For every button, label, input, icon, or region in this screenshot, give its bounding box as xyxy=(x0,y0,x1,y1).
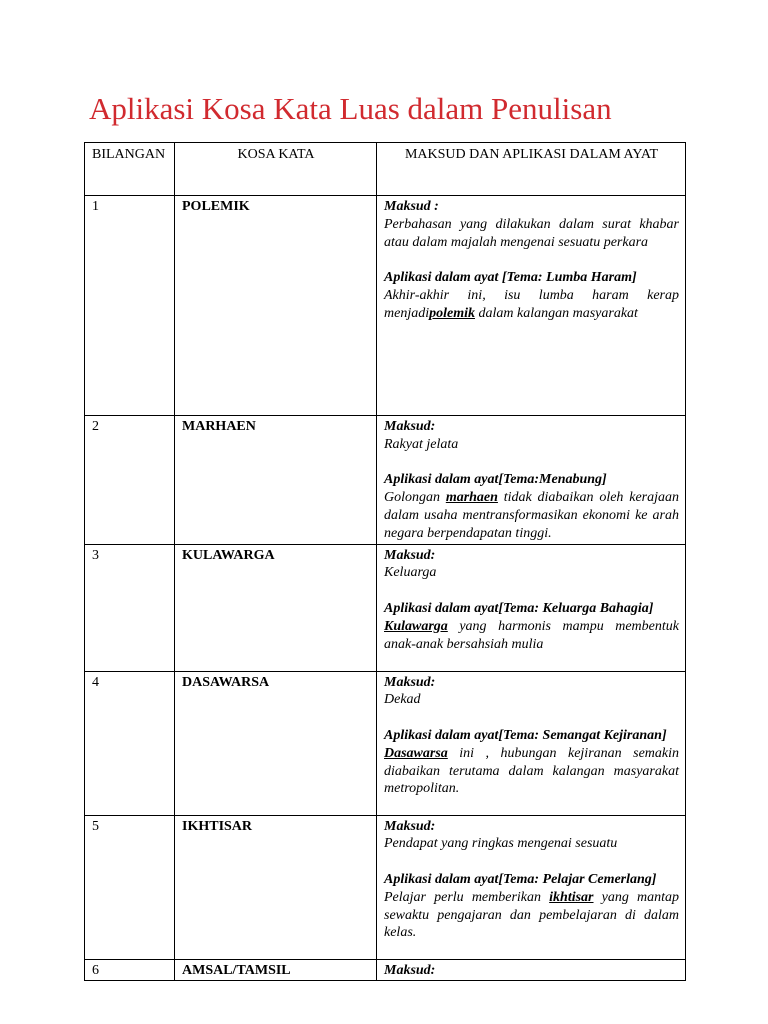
ayat-before: Akhir-akhir ini, isu lumba haram kerap menjadi xyxy=(384,287,679,321)
maksud-text: Keluarga xyxy=(384,565,437,581)
ayat-keyword: Kulawarga xyxy=(384,618,448,634)
row-meaning-cell xyxy=(377,196,686,416)
aplikasi-label: Aplikasi dalam ayat[Tema: Pelajar Cemerlang] xyxy=(384,871,657,887)
row-meaning-cell xyxy=(377,544,686,671)
row-word: KULAWARGA xyxy=(175,544,377,671)
ayat-sentence xyxy=(384,745,679,798)
ayat-sentence xyxy=(384,489,679,542)
ayat-after: yang mantap sewaktu pengajaran dan pembelajaran di dalam kelas. xyxy=(384,889,679,941)
ayat-before: Pelajar perlu memberikan xyxy=(384,889,550,905)
table-header-row xyxy=(85,143,686,196)
maksud-text: Dekad xyxy=(384,692,421,708)
row-meaning-cell xyxy=(377,671,686,815)
aplikasi-label: Aplikasi dalam ayat[Tema:Menabung] xyxy=(384,472,607,488)
table-row xyxy=(85,196,686,416)
ayat-after: yang harmonis mampu membentuk anak-anak bersahsiah mulia xyxy=(384,618,679,652)
row-word: MARHAEN xyxy=(175,416,377,545)
vocabulary-table xyxy=(84,142,686,981)
ayat-sentence xyxy=(384,287,679,323)
header-maksud: MAKSUD DAN APLIKASI DALAM AYAT xyxy=(377,143,686,196)
maksud-label: Maksud: xyxy=(384,419,436,434)
row-word: POLEMIK xyxy=(175,196,377,416)
ayat-after: tidak diabaikan oleh kerajaan dalam usaha mentransformasikan ekonomi ke arah negara berpendapatan tinggi. xyxy=(384,490,680,541)
row-number: 1 xyxy=(85,196,175,416)
row-meaning-cell xyxy=(377,416,686,545)
table-row xyxy=(85,416,686,545)
maksud-text: Rakyat jelata xyxy=(384,436,459,452)
table-row xyxy=(85,959,686,981)
maksud-label: Maksud: xyxy=(384,962,436,978)
row-word: IKHTISAR xyxy=(175,815,377,959)
table-row xyxy=(85,815,686,959)
page-title: Aplikasi Kosa Kata Luas dalam Penulisan xyxy=(89,91,612,126)
maksud-label: Maksud: xyxy=(384,818,436,834)
row-number: 5 xyxy=(85,815,175,959)
row-number: 2 xyxy=(85,416,175,545)
header-kosa-kata: KOSA KATA xyxy=(175,143,377,196)
row-number: 4 xyxy=(85,671,175,815)
aplikasi-label: Aplikasi dalam ayat[Tema: Keluarga Bahagia] xyxy=(384,600,654,616)
ayat-sentence xyxy=(384,618,679,654)
row-number: 6 xyxy=(85,959,175,981)
row-word: AMSAL/TAMSIL xyxy=(175,959,377,981)
maksud-text: Pendapat yang ringkas mengenai sesuatu xyxy=(384,836,618,852)
row-number: 3 xyxy=(85,544,175,671)
maksud-text: Perbahasan yang dilakukan dalam surat khabar atau dalam majalah mengenai sesuatu perkara xyxy=(384,216,679,250)
header-bilangan: BILANGAN xyxy=(85,143,175,196)
maksud-label: Maksud : xyxy=(384,199,439,214)
ayat-before: Golongan xyxy=(384,490,446,506)
row-meaning-cell xyxy=(377,959,686,981)
maksud-label: Maksud: xyxy=(384,674,436,690)
ayat-keyword: Dasawarsa xyxy=(384,745,448,761)
aplikasi-label: Aplikasi dalam ayat[Tema: Semangat Kejiranan] xyxy=(384,727,667,743)
ayat-sentence xyxy=(384,889,679,942)
ayat-keyword: polemik xyxy=(429,305,475,321)
table-row xyxy=(85,544,686,671)
ayat-after: ini , hubungan kejiranan semakin diabaikan terutama dalam kalangan masyarakat metropolitan. xyxy=(384,745,679,797)
aplikasi-label: Aplikasi dalam ayat [Tema: Lumba Haram] xyxy=(384,270,637,286)
maksud-label: Maksud: xyxy=(384,547,436,563)
row-meaning-cell xyxy=(377,815,686,959)
table-row xyxy=(85,671,686,815)
ayat-keyword: ikhtisar xyxy=(549,889,594,905)
ayat-after: dalam kalangan masyarakat xyxy=(475,305,638,321)
ayat-keyword: marhaen xyxy=(445,490,498,506)
row-word: DASAWARSA xyxy=(175,671,377,815)
